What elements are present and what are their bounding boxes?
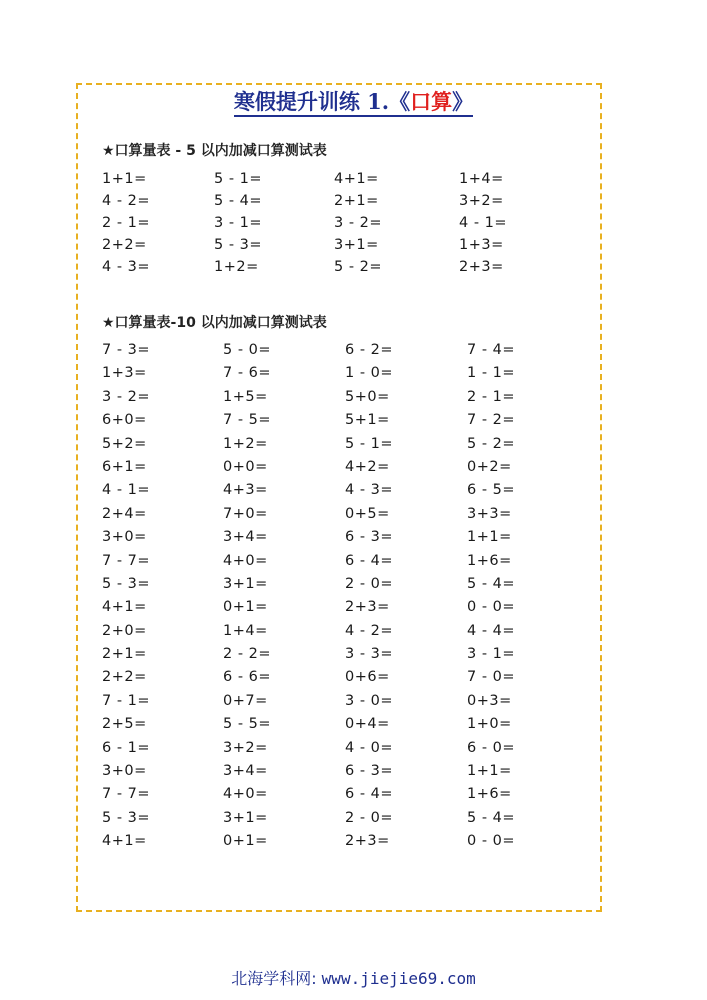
arithmetic-problem: 1+3= [102, 365, 147, 382]
arithmetic-problem: 3+1= [223, 809, 268, 826]
footer-url: www.jiejie69.com [321, 969, 476, 988]
arithmetic-problem: 2 - 1= [467, 388, 516, 405]
arithmetic-problem: 4+3= [223, 482, 268, 499]
arithmetic-problem: 4+2= [345, 458, 390, 475]
arithmetic-problem: 7+0= [223, 505, 268, 522]
arithmetic-problem: 3+2= [459, 193, 504, 209]
arithmetic-problem: 2 - 0= [345, 575, 394, 592]
arithmetic-problem: 4+1= [102, 599, 147, 616]
arithmetic-problem: 2+3= [345, 599, 390, 616]
arithmetic-problem: 6 - 1= [102, 739, 151, 756]
arithmetic-problem: 5+0= [345, 388, 390, 405]
page-title [0, 86, 707, 116]
arithmetic-problem: 7 - 7= [102, 786, 151, 803]
arithmetic-problem: 7 - 1= [102, 692, 151, 709]
arithmetic-problem: 1+2= [223, 435, 268, 452]
title-main: 寒假提升训练 1.《 [233, 89, 411, 114]
arithmetic-problem: 1+6= [467, 786, 512, 803]
arithmetic-problem: 5 - 5= [223, 716, 272, 733]
title-underline [234, 89, 473, 117]
arithmetic-problem: 2+3= [459, 259, 504, 275]
arithmetic-problem: 1+1= [467, 763, 512, 780]
footer-label: 北海学科网: [231, 969, 322, 988]
arithmetic-problem: 0+2= [467, 458, 512, 475]
arithmetic-problem: 0+7= [223, 692, 268, 709]
arithmetic-problem: 1+4= [459, 171, 504, 187]
title-highlight: 口算 [410, 89, 453, 114]
arithmetic-problem: 7 - 0= [467, 669, 516, 686]
arithmetic-problem: 7 - 4= [467, 342, 516, 358]
arithmetic-problem: 4+1= [102, 833, 147, 850]
arithmetic-problem: 6 - 3= [345, 529, 394, 546]
arithmetic-problem: 5 - 1= [345, 435, 394, 452]
arithmetic-problem: 4 - 0= [345, 739, 394, 756]
arithmetic-problem: 5 - 2= [467, 435, 516, 452]
arithmetic-problem: 1+1= [102, 171, 147, 187]
arithmetic-problem: 1 - 0= [345, 365, 394, 382]
arithmetic-problem: 5 - 4= [214, 193, 263, 209]
arithmetic-problem: 6 - 5= [467, 482, 516, 499]
arithmetic-problem: 2+0= [102, 622, 147, 639]
arithmetic-problem: 4 - 3= [345, 482, 394, 499]
arithmetic-problem: 3+1= [223, 575, 268, 592]
arithmetic-problem: 3+1= [334, 237, 379, 253]
arithmetic-problem: 3 - 3= [345, 646, 394, 663]
arithmetic-problem: 1+3= [459, 237, 504, 253]
arithmetic-problem: 3 - 0= [345, 692, 394, 709]
arithmetic-problem: 5 - 2= [334, 259, 383, 275]
arithmetic-problem: 2 - 1= [102, 215, 151, 231]
arithmetic-problem: 7 - 3= [102, 342, 151, 358]
arithmetic-problem: 4 - 4= [467, 622, 516, 639]
arithmetic-problem: 2+2= [102, 237, 147, 253]
arithmetic-problem: 3+3= [467, 505, 512, 522]
arithmetic-problem: 1+6= [467, 552, 512, 569]
arithmetic-problem: 4+0= [223, 786, 268, 803]
arithmetic-problem: 2+2= [102, 669, 147, 686]
arithmetic-problem: 0+1= [223, 833, 268, 850]
arithmetic-problem: 2 - 2= [223, 646, 272, 663]
arithmetic-problem: 1+4= [223, 622, 268, 639]
arithmetic-problem: 1 - 1= [467, 365, 516, 382]
arithmetic-problem: 5 - 3= [214, 237, 263, 253]
arithmetic-problem: 7 - 2= [467, 412, 516, 429]
arithmetic-problem: 3+0= [102, 529, 147, 546]
arithmetic-problem: 2 - 0= [345, 809, 394, 826]
arithmetic-problem: 0+6= [345, 669, 390, 686]
arithmetic-problem: 6+0= [102, 412, 147, 429]
arithmetic-problem: 2+4= [102, 505, 147, 522]
arithmetic-problem: 7 - 7= [102, 552, 151, 569]
arithmetic-problem: 5 - 3= [102, 575, 151, 592]
arithmetic-problem: 6+1= [102, 458, 147, 475]
arithmetic-problem: 2+3= [345, 833, 390, 850]
arithmetic-problem: 5+2= [102, 435, 147, 452]
arithmetic-problem: 1+0= [467, 716, 512, 733]
arithmetic-problem: 2+1= [334, 193, 379, 209]
footer [0, 966, 707, 989]
arithmetic-problem: 3+2= [223, 739, 268, 756]
arithmetic-problem: 1+5= [223, 388, 268, 405]
arithmetic-problem: 6 - 0= [467, 739, 516, 756]
arithmetic-problem: 5 - 1= [214, 171, 263, 187]
arithmetic-problem: 5+1= [345, 412, 390, 429]
arithmetic-problem: 1+1= [467, 529, 512, 546]
arithmetic-problem: 5 - 0= [223, 342, 272, 358]
arithmetic-problem: 4 - 1= [102, 482, 151, 499]
arithmetic-problem: 0 - 0= [467, 833, 516, 850]
section1-heading: ★口算量表 - 5 以内加减口算测试表 [102, 143, 327, 159]
arithmetic-problem: 7 - 6= [223, 365, 272, 382]
arithmetic-problem: 5 - 4= [467, 809, 516, 826]
arithmetic-problem: 3 - 2= [334, 215, 383, 231]
arithmetic-problem: 4+1= [334, 171, 379, 187]
arithmetic-problem: 6 - 6= [223, 669, 272, 686]
arithmetic-problem: 6 - 4= [345, 786, 394, 803]
arithmetic-problem: 3+0= [102, 763, 147, 780]
arithmetic-problem: 4 - 2= [345, 622, 394, 639]
arithmetic-problem: 5 - 3= [102, 809, 151, 826]
arithmetic-problem: 3 - 2= [102, 388, 151, 405]
arithmetic-problem: 4 - 3= [102, 259, 151, 275]
arithmetic-problem: 0+0= [223, 458, 268, 475]
arithmetic-problem: 3 - 1= [214, 215, 263, 231]
arithmetic-problem: 3+4= [223, 529, 268, 546]
arithmetic-problem: 0 - 0= [467, 599, 516, 616]
arithmetic-problem: 4+0= [223, 552, 268, 569]
arithmetic-problem: 0+4= [345, 716, 390, 733]
arithmetic-problem: 6 - 4= [345, 552, 394, 569]
title-end: 》 [452, 89, 474, 114]
arithmetic-problem: 2+1= [102, 646, 147, 663]
arithmetic-problem: 0+1= [223, 599, 268, 616]
arithmetic-problem: 4 - 1= [459, 215, 508, 231]
arithmetic-problem: 7 - 5= [223, 412, 272, 429]
arithmetic-problem: 2+5= [102, 716, 147, 733]
section2-heading: ★口算量表-10 以内加减口算测试表 [102, 315, 327, 331]
arithmetic-problem: 3 - 1= [467, 646, 516, 663]
arithmetic-problem: 5 - 4= [467, 575, 516, 592]
arithmetic-problem: 4 - 2= [102, 193, 151, 209]
arithmetic-problem: 0+5= [345, 505, 390, 522]
arithmetic-problem: 1+2= [214, 259, 259, 275]
arithmetic-problem: 0+3= [467, 692, 512, 709]
arithmetic-problem: 3+4= [223, 763, 268, 780]
arithmetic-problem: 6 - 2= [345, 342, 394, 358]
arithmetic-problem: 6 - 3= [345, 763, 394, 780]
